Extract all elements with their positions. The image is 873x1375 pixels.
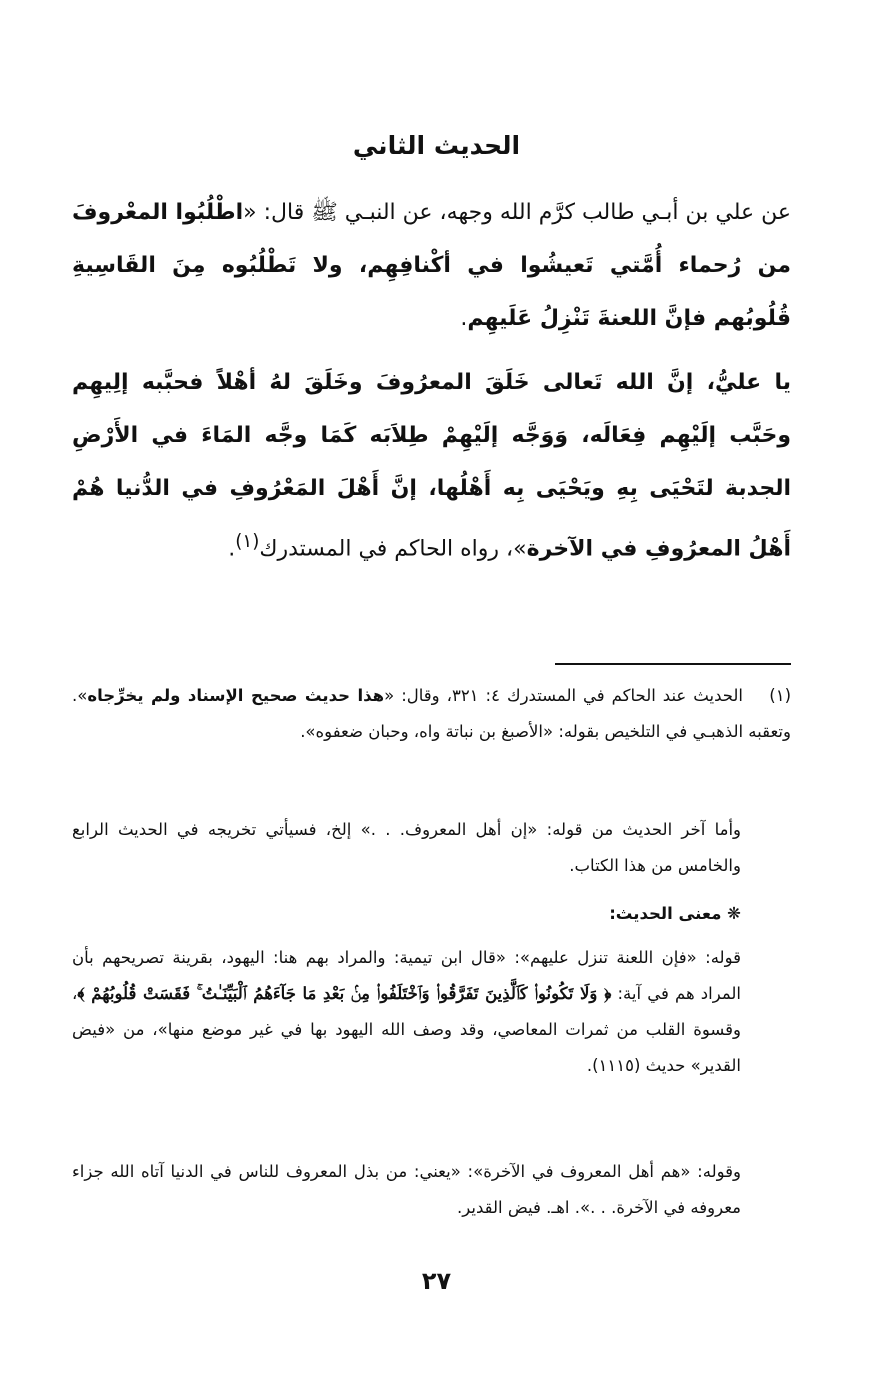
meaning-text-a: قوله: «فإن اللعنة تنزل عليهم»: «قال ابن تيمية: والمراد بهم هنا: اليهود، بقرينة تصريحهم بأن المراد هم في آية: (72, 948, 741, 1003)
hadith-text-part-2: يا عليُّ، إنَّ الله تَعالى خَلَقَ المعرُوفَ وخَلَقَ لهُ أهْلاً فحبَّبه إلِيهِم وحَبَّب إلَيْهِم فِعَالَه، وَوَجَّه إلَيْهِمْ طِلاَبَه كَمَا وجَّه المَاءَ في الأَرْضِ الجدبة لتَحْيَى بِهِ ويَحْيَى بِه أَهْلُها، إنَّ أَهْلَ المَعْرُوفِ في الدُّنيا هُمْ أَهْلُ المعرُوفِ في الآخرة (72, 370, 791, 562)
page-number: ٢٧ (421, 1267, 452, 1295)
quran-verse: ﴿ وَلَا تَكُونُوا۟ كَٱلَّذِينَ تَفَرَّقُوا۟ وَٱخْتَلَفُوا۟ مِنۢ بَعْدِ مَا جَآءَهُمُ ٱلْبَيِّنَـٰتُ ۚ فَقَسَتْ قُلُوبُهُمْ ﴾ (77, 984, 612, 1003)
footnote-1-text: الحديث عند الحاكم في المستدرك ٤: ٣٢١، وقال: « (384, 686, 743, 705)
footnote-1-rest: ». وتعقبه الذهبـي في التلخيص بقوله: «الأصبغ بن نباتة واه، وحبان ضعفوه». (72, 686, 791, 741)
hadith-paragraph-1: عن علي بن أبـي طالب كرَّم الله وجهه، عن النبـي ﷺ قال: «اطْلُبُوا المعْروفَ من رُحماء أُمَّتي تَعيشُوا في أكْنافِهِم، ولا تَطْلُبُوه مِنَ القَاسِيةِ قُلُوبُهم فإنَّ اللعنةَ تَنْزِلُ عَلَيهِم. (72, 200, 792, 331)
hadith-source: »، رواه الحاكم في المستدرك (259, 536, 527, 562)
meaning-heading: ❋ معنى الحديث: (609, 904, 741, 923)
section-title: الحديث الثاني (352, 131, 521, 160)
footnote-2: وأما آخر الحديث من قوله: «إن أهل المعروف. . .» إلخ، فسيأتي تخريجه في الحديث الرابع والخامس من هذا الكتاب. (72, 820, 741, 875)
footnote-1 (72, 678, 791, 750)
meaning-text-b: ، وقسوة القلب من ثمرات المعاصي، وقد وصف الله اليهود بها في غير موضع منها»، من «فيض القدير» حديث (١١١٥). (72, 984, 741, 1075)
meaning-paragraph-2: وقوله: «هم أهل المعروف في الآخرة»: «يعني: من بذل المعروف للناس في الدنيا آتاه الله جزاء معروفه في الآخرة. . .». اهـ. فيض القدير. (72, 1162, 741, 1217)
footnote-number: (١) (769, 686, 791, 705)
footnote-separator (555, 663, 791, 665)
meaning-paragraph (72, 940, 741, 1084)
hadith-paragraph-2: يا عليُّ، إنَّ الله تَعالى خَلَقَ المعرُوفَ وخَلَقَ لهُ أهْلاً فحبَّبه إلِيهِم وحَبَّب إلَيْهِم فِعَالَه، وَوَجَّه إلَيْهِمْ طِلاَبَه كَمَا وجَّه المَاءَ في الأَرْضِ الجدبة لتَحْيَى بِهِ ويَحْيَى بِه أَهْلُها، إنَّ أَهْلَ المَعْرُوفِ في الدُّنيا هُمْ أَهْلُ المعرُوفِ في الآخرة»، رواه الحاكم في المستدرك$^{(١)}$. (72, 370, 791, 562)
footnote-reference: (١) (235, 531, 260, 552)
hadith-text-part-1: اطْلُبُوا المعْروفَ من رُحماء أُمَّتي تَعيشُوا في أكْنافِهِم، ولا تَطْلُبُوه مِنَ القَاسِيةِ قُلُوبُهم فإنَّ اللعنةَ تَنْزِلُ عَلَيهِم (72, 200, 791, 331)
hadith-intro: عن علي بن أبـي طالب كرَّم الله وجهه، عن النبـي ﷺ قال: « (243, 200, 792, 225)
footnote-1-bold: هذا حديث صحيح الإسناد ولم يخرِّجاه (87, 686, 385, 705)
